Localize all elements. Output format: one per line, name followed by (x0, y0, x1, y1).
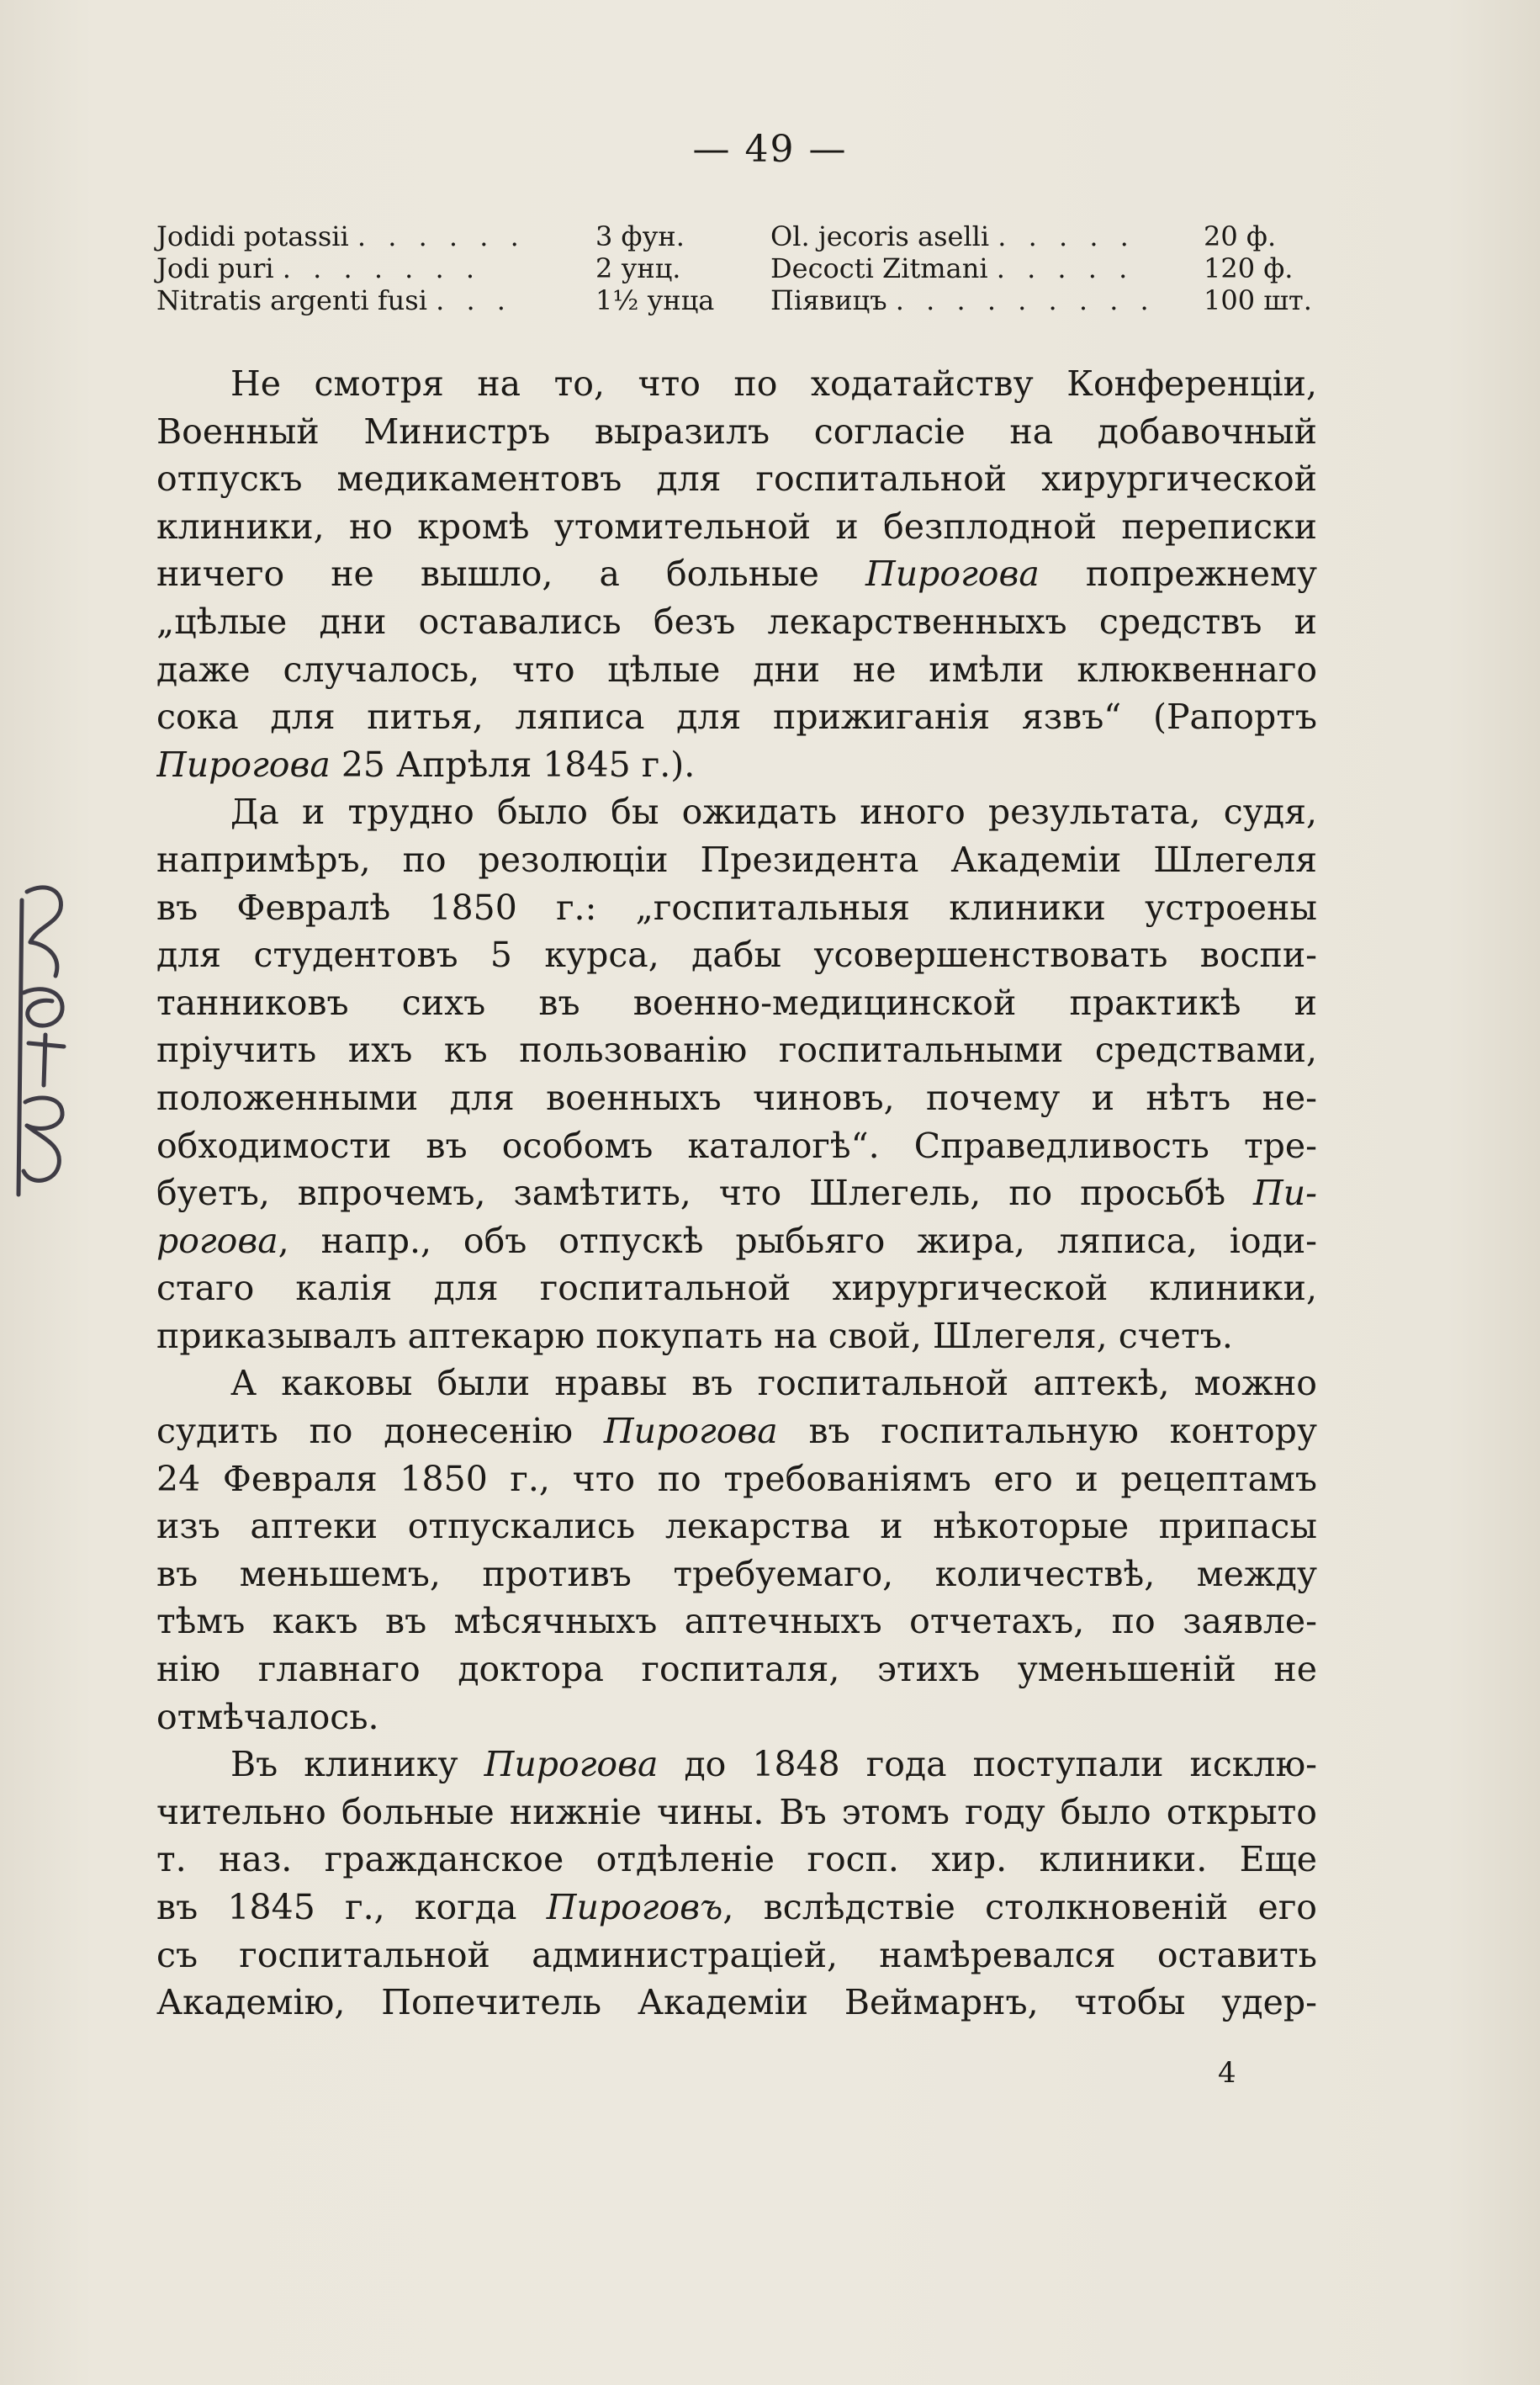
text-line: тѣмъ какъ въ мѣсячныхъ аптечныхъ отчетахъ, по заявле- (156, 1601, 1317, 1642)
text-line: 24 Февраля 1850 г., что по требованіямъ его и рецептамъ (156, 1458, 1317, 1499)
supply-name: Ol. jecoris aselli . . . . . (770, 220, 1135, 252)
handwritten-shelfmark-icon (12, 875, 79, 1203)
text-line: для студентовъ 5 курса, дабы усовершенствовать воспи- (156, 935, 1317, 976)
page-number: — 49 — (692, 128, 848, 171)
text-line: въ меньшемъ, противъ требуемаго, количествѣ, между (156, 1553, 1317, 1594)
text-line: стаго калія для госпитальной хирургической клиники, (156, 1268, 1317, 1309)
supply-quantity: 2 унц. (595, 252, 681, 284)
text-line: отмѣчалось. (156, 1696, 379, 1737)
text-line: пріучить ихъ къ пользованію госпитальными средствами, (156, 1030, 1317, 1071)
text-line: положенными для военныхъ чиновъ, почему и нѣтъ не- (156, 1077, 1317, 1118)
text-line: Пирогова 25 Апрѣля 1845 г.). (156, 744, 696, 785)
author-name: Пирогова (156, 744, 331, 785)
author-name: Пирогова (484, 1744, 659, 1785)
supply-name: Decocti Zitmani . . . . . (770, 252, 1135, 284)
supply-quantity: 20 ф. (1204, 220, 1277, 252)
author-name: рогова (156, 1220, 278, 1261)
text-line: даже случалось, что цѣлые дни не имѣли клюквеннаго (156, 649, 1317, 690)
supply-name: Jodi puri . . . . . . . (156, 252, 482, 284)
text-line: въ Февралѣ 1850 г.: „госпитальныя клиники устроены (156, 887, 1317, 928)
supply-name: Nitratis argenti fusi . . . (156, 284, 512, 316)
text-line: А каковы были нравы въ госпитальной аптекѣ, можно (230, 1363, 1317, 1404)
text-line: Академію, Попечитель Академіи Веймарнъ, чтобы удер- (156, 1982, 1317, 2023)
text-line: отпускъ медикаментовъ для госпитальной хирургической (156, 458, 1317, 500)
paragraph (156, 788, 1317, 1359)
supply-quantity: 1½ унца (595, 284, 715, 316)
text-line: въ 1845 г., когда Пироговъ, вслѣдствіе столкновеній его (156, 1887, 1317, 1927)
text-line: т. наз. гражданское отдѣленіе госп. хир. клиники. Еще (156, 1839, 1317, 1880)
text-line: танниковъ сихъ въ военно-медицинской практикѣ и (156, 982, 1317, 1023)
text-line: судить по донесенію Пирогова въ госпитальную контору (156, 1411, 1317, 1452)
paragraph (156, 1741, 1317, 2027)
author-name: Пирогова (603, 1411, 778, 1452)
text-line: „цѣлые дни оставались безъ лекарственныхъ средствъ и (156, 601, 1317, 642)
supplies-list (156, 220, 1312, 316)
text-line: буетъ, впрочемъ, замѣтить, что Шлегель, по просьбѣ Пи- (156, 1173, 1317, 1214)
paragraph (156, 360, 1317, 788)
text-line: напримѣръ, по резолюціи Президента Академіи Шлегеля (156, 839, 1317, 880)
text-line: Не смотря на то, что по ходатайству Конференціи, (230, 363, 1317, 404)
supply-row (156, 284, 1312, 316)
printer-signature-mark: 4 (1218, 2056, 1236, 2090)
author-name: Пирогова (865, 554, 1040, 595)
author-name: Пи- (1252, 1173, 1317, 1214)
text-line: обходимости въ особомъ каталогѣ“. Справедливость тре- (156, 1125, 1317, 1166)
body-text (156, 360, 1317, 2027)
text-line: рогова, напр., объ отпускѣ рыбьяго жира, ляписа, іоди- (156, 1220, 1317, 1261)
supply-quantity: 120 ф. (1204, 252, 1294, 284)
supply-row (156, 252, 1292, 284)
author-name: Пироговъ (546, 1887, 723, 1927)
text-line: Въ клинику Пирогова до 1848 года поступали исклю- (230, 1744, 1317, 1785)
text-line: изъ аптеки отпускались лекарства и нѣкоторые припасы (156, 1506, 1317, 1547)
text-line: чительно больные нижніе чины. Въ этомъ году было открыто (156, 1791, 1317, 1832)
supply-quantity: 3 фун. (595, 220, 685, 252)
text-line: приказывалъ аптекарю покупать на свой, Шлегеля, счетъ. (156, 1315, 1233, 1356)
text-line: клиники, но кромѣ утомительной и безплодной переписки (156, 506, 1317, 547)
supply-row (156, 220, 1292, 252)
text-line: ничего не вышло, а больные Пирогова попрежнему (156, 554, 1317, 595)
text-line: Военный Министръ выразилъ согласіе на добавочный (156, 411, 1317, 452)
text-line: съ госпитальной администраціей, намѣревался оставить (156, 1934, 1317, 1975)
text-line: Да и трудно было бы ожидать иного результата, судя, (230, 792, 1317, 833)
supply-quantity: 100 шт. (1204, 284, 1312, 316)
text-line: нію главнаго доктора госпиталя, этихъ уменьшеній не (156, 1649, 1317, 1690)
text-line: сока для питья, ляписа для прижиганія язвъ“ (Рапортъ (156, 697, 1317, 738)
supply-name: Jodidi potassii . . . . . . (156, 220, 526, 252)
supply-name: Піявицъ . . . . . . . . . (770, 284, 1156, 316)
paragraph (156, 1359, 1317, 1741)
